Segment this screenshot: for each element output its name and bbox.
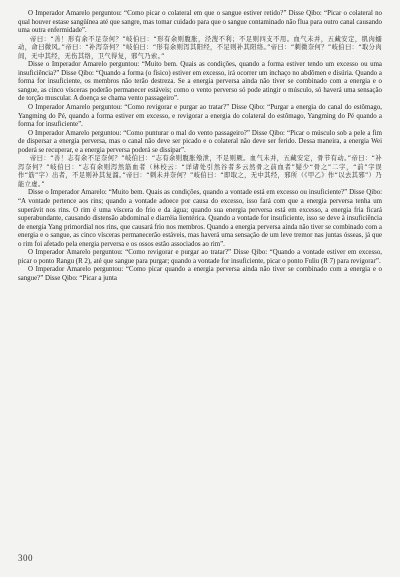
paragraph-pt-5: Disse o Imperador Amarelo: “Muito bem. Quais as condições, quando a vontade está em excesso ou insuficiente?” Disse Qibo: “A vontade pertence aos rins; quando a vontade adoece por causa do excesso, isso fará com que a energia perversa tenha um superávit nos rins. O rim é uma víscera do frio e da água; quando sua energia perversa está em excesso, a energia fria ficará superabundante, causando distensão abdominal e diarréia lientérica. Quando a vontade for insuficiente, isso se deve à insuficiência de energia Yang primordial nos rins, que causará frio nos membros. Quando a energia perversa ainda não tiver se combinado com a energia e o sangue, as cinco vísceras permanecerão estáveis, mas haverá uma sensação de um leve tremor nas juntas ósseas, já que o rim foi afetado pela energia perversa e os ossos estão associados ao rim”. xyxy=(18,189,382,248)
paragraph-pt-7: O Imperador Amarelo perguntou: “Como picar quando a energia perversa ainda não tiver se combinado com a energia e o sangue?” Disse Qibo: “Picar a junta xyxy=(18,266,382,282)
paragraph-pt-6: O Imperador Amarelo perguntou: “Como revigorar e purgar ao tratar?” Disse Qibo: “Quando a vontade estiver em excesso, picar o ponto Rangu (R 2), até que sangue para purgar; quando a vontade for insuficiente, picar o ponto Fuliu (R 7) para revigorar”. xyxy=(18,249,382,265)
paragraph-zh-2: 帝曰：“善！志有余不足奈何？”岐伯曰：“志有余则腹胀飧泄，不足则厥。血气未并，五藏安定，骨节有动。”帝曰：“补泻奈何？”岐伯曰：“志有余则泻然筋血者（林校云：“详诸处引然谷者多云然骨之前血者”疑少“骨之”二字，“前”字误作“筋”字）出者，不足则补其复溜。”帝曰：“刺未并奈何？”岐伯曰：“即取之，无中其经，邪所（《甲乙》作“以去其邪”）乃能立虚。” xyxy=(18,155,382,188)
page-number: 300 xyxy=(18,553,33,563)
paragraph-pt-2: Disse o Imperador Amarelo perguntou: “Muito bem. Quais as condições, quando a forma estiver tendo um excesso ou uma insuficiência?” Disse Qibo: “Quando a forma (o físico) estiver em excesso, irá ocorrer um inchaço no abdômen e disúria. Quando a forma for insuficiente, os membros não terão destreza. Se a energia perversa ainda não tiver se combinado com a energia e o sangue, as cinco vísceras poderão permanecer estáveis; como o vento perverso só pode atingir o músculo, só haverá uma sensação de torção muscular. A doença se chama vento passageiro”. xyxy=(18,61,382,103)
paragraph-pt-4: O Imperador Amarelo perguntou: “Como punturar o mal do vento passageiro?” Disse Qibo: “Picar o músculo sob a pele a fim de dispersar a energia perversa, mas o canal não deve ser picado e o colateral não deve ser ferido. Dessa maneira, a energia Wei poderá se recuperar, e a energia perversa poderá se dissipar”. xyxy=(18,129,382,154)
paragraph-zh-1: 帝曰：“善！形有余不足奈何？”岐伯曰：“形有余则腹胀，泾溲不利；不足则四支不用。血气未并，五藏安定，肌肉蠕动，命曰微风。”帝曰：“补泻奈何？”岐伯曰：“形有余则泻其阳经，不足则补其阳络。”帝曰：“刺微奈何？”岐伯曰：“取分肉间，无中其经，无伤其络，卫气得复，邪气乃索。” xyxy=(18,35,382,60)
paragraph-pt-3: O Imperador Amarelo perguntou: “Como revigorar e purgar ao tratar?” Disse Qibo: “Purgar a energia do canal do estômago, Yangming do Pé, quando a forma estiver em excesso, e revigorar a energia do colateral do estômago, Yangming do Pé quando a forma for insuficiente”. xyxy=(18,104,382,129)
paragraph-pt-1: O Imperador Amarelo perguntou: “Como picar o colateral em que o sangue estiver retido?” Disse Qibo: “Picar o colateral no qual houver estase sangüínea até que sangre, mas tomar cuidado para que o sangue contaminado não flua para outro canal causando uma outra enfermidade”. xyxy=(18,10,382,35)
